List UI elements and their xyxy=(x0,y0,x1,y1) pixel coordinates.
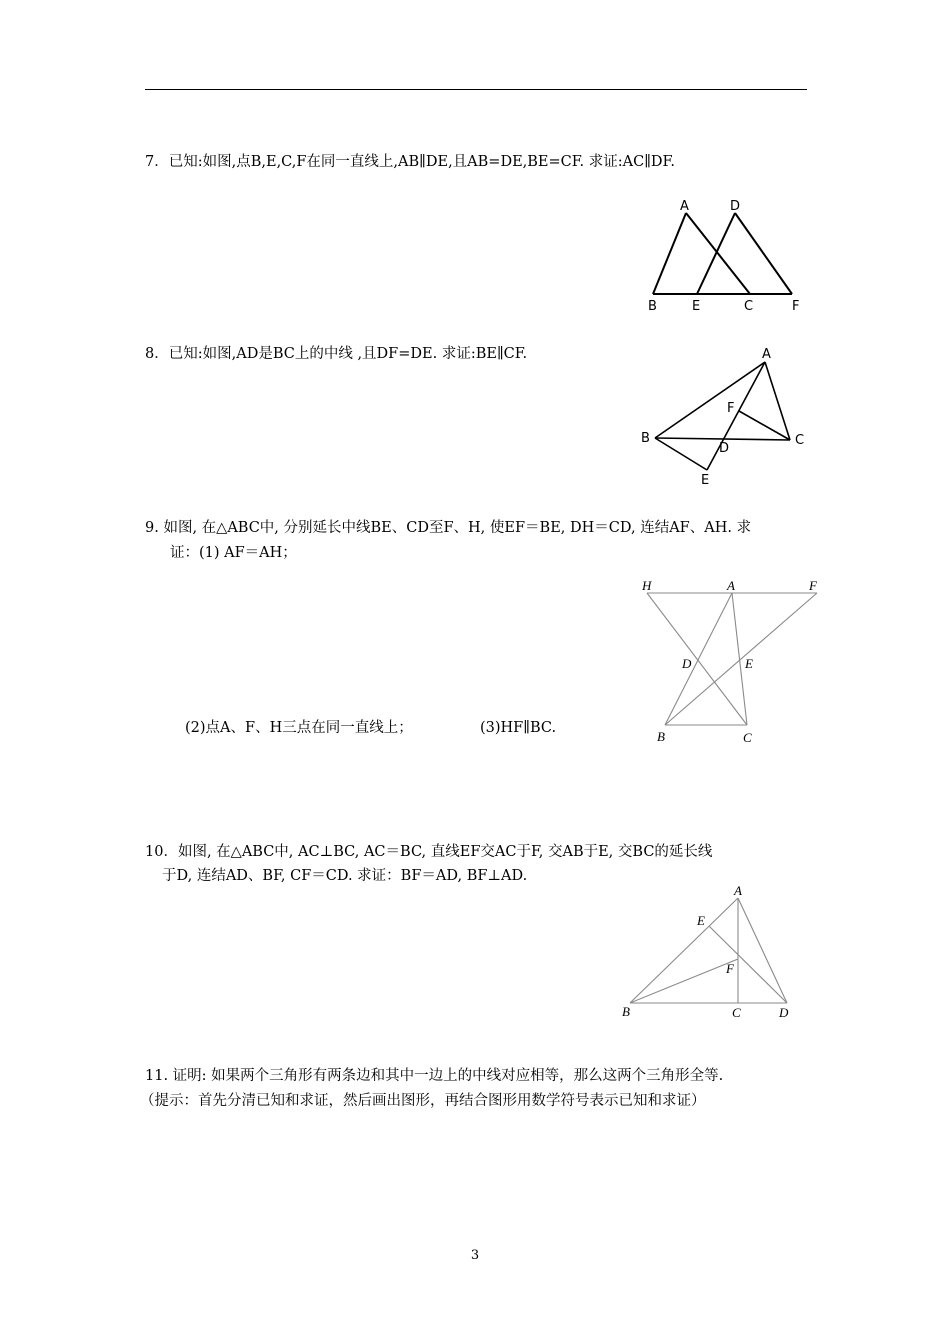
figure-7 xyxy=(640,195,815,320)
fig8-label-d: D xyxy=(719,441,730,456)
fig10-label-c: C xyxy=(732,1005,741,1020)
fig7-label-a: A xyxy=(680,199,689,214)
fig9-label-e: E xyxy=(745,656,753,671)
fig9-label-b: B xyxy=(657,729,665,744)
figure-10 xyxy=(615,880,800,1025)
fig8-label-a: A xyxy=(762,347,771,362)
problem-9-line2: 证：(1) AF＝AH； xyxy=(170,545,297,561)
fig9-label-f: F xyxy=(809,578,817,593)
fig7-label-c: C xyxy=(744,299,754,314)
fig10-label-d: D xyxy=(779,1005,789,1020)
fig8-label-c: C xyxy=(795,433,805,448)
problem-9-part3: (3)HF∥BC. xyxy=(480,720,557,736)
fig9-label-c: C xyxy=(743,730,752,745)
problem-9-part2: (2)点A、F、H三点在同一直线上； xyxy=(185,720,413,736)
fig7-label-b: B xyxy=(648,299,657,314)
fig7-label-d: D xyxy=(730,199,741,214)
fig8-label-e: E xyxy=(701,473,710,488)
problem-11-line1: 11. 证明: 如果两个三角形有两条边和其中一边上的中线对应相等，那么这两个三角形全等. xyxy=(145,1068,724,1084)
fig10-label-e: E xyxy=(697,913,705,928)
fig8-label-b: B xyxy=(641,431,650,446)
figure-8 xyxy=(635,340,815,490)
fig10-label-f: F xyxy=(726,961,734,976)
page-number: 3 xyxy=(470,1248,480,1263)
fig9-label-d: D xyxy=(682,656,692,671)
fig7-label-f: F xyxy=(792,299,800,314)
fig7-label-e: E xyxy=(692,299,701,314)
problem-11-hint: （提示：首先分清已知和求证，然后画出图形，再结合图形用数学符号表示已知和求证） xyxy=(140,1093,706,1109)
problem-10-line1: 10．如图, 在△ABC中, AC⊥BC, AC＝BC, 直线EF交AC于F, 交AB于E, 交BC的延长线 xyxy=(145,844,713,860)
problem-9-line1: 9. 如图, 在△ABC中, 分别延长中线BE、CD至F、H, 使EF＝BE, DH＝CD, 连结AF、AH. 求 xyxy=(145,520,752,536)
problem-8-text: 8．已知:如图,AD是BC上的中线 ,且DF=DE. 求证:BE∥CF. xyxy=(145,346,528,362)
fig9-label-a: A xyxy=(727,578,735,593)
header-rule xyxy=(145,89,807,90)
problem-10-line2: 于D, 连结AD、BF, CF＝CD. 求证：BF＝AD, BF⊥AD. xyxy=(162,868,528,884)
fig9-label-h: H xyxy=(642,578,652,593)
fig10-label-b: B xyxy=(622,1004,630,1019)
problem-7-text: 7．已知:如图,点B,E,C,F在同一直线上,AB∥DE,且AB=DE,BE=CF. 求证:AC∥DF. xyxy=(145,154,675,170)
figure-9 xyxy=(635,575,825,750)
fig10-label-a: A xyxy=(734,883,742,898)
fig8-label-f: F xyxy=(727,401,735,416)
